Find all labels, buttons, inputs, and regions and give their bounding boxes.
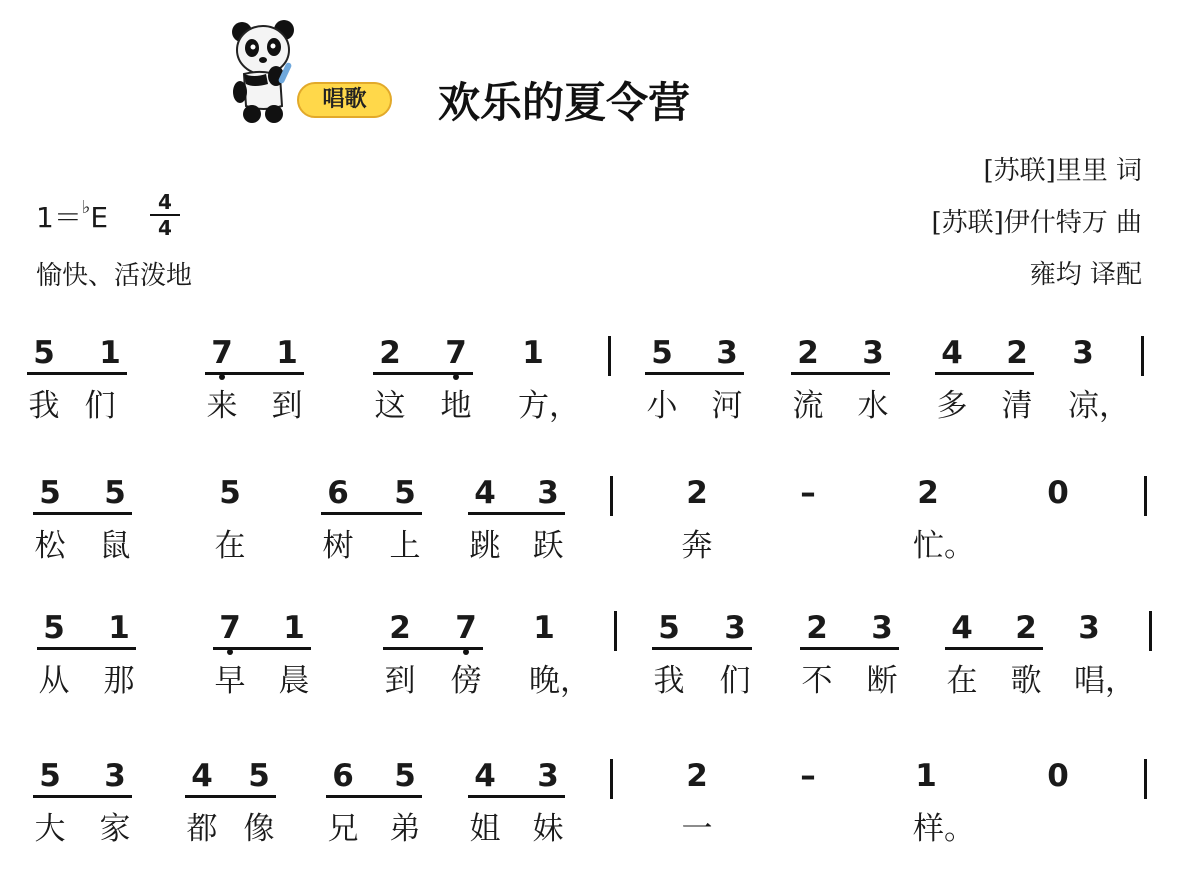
note-digit: 5 bbox=[39, 758, 61, 794]
note bbox=[682, 757, 712, 795]
bar-line bbox=[1144, 759, 1147, 799]
note bbox=[104, 609, 134, 647]
bar-line bbox=[610, 759, 613, 799]
eighth-note-beam bbox=[33, 795, 132, 798]
lyric-syllable: 清 bbox=[1001, 388, 1033, 424]
note-digit: 1 bbox=[276, 335, 298, 371]
note-digit: 3 bbox=[716, 335, 738, 371]
note bbox=[390, 757, 420, 795]
tempo-marking: 愉快、活泼地 bbox=[36, 261, 193, 291]
lyric-syllable: 从 bbox=[38, 663, 70, 699]
score-system-1 bbox=[0, 334, 1200, 469]
note bbox=[858, 334, 888, 372]
translator-credit: 雍均 译配 bbox=[1029, 260, 1142, 290]
bar-line bbox=[614, 611, 617, 651]
lyric-syllable: 来 bbox=[206, 388, 238, 424]
lyric-syllable: 们 bbox=[84, 388, 116, 424]
note bbox=[1043, 757, 1073, 795]
note-digit: 5 bbox=[248, 758, 270, 794]
note-digit: 3 bbox=[1072, 335, 1094, 371]
lyric-syllable: 奔 bbox=[681, 528, 713, 564]
eighth-note-beam bbox=[468, 795, 565, 798]
note-digit: 4 bbox=[951, 610, 973, 646]
note-digit: 7 bbox=[445, 335, 467, 371]
note bbox=[187, 757, 217, 795]
note bbox=[720, 609, 750, 647]
note-digit: 1 bbox=[108, 610, 130, 646]
lyric-syllable: 树 bbox=[322, 528, 354, 564]
note-digit: 6 bbox=[327, 475, 349, 511]
note bbox=[100, 474, 130, 512]
score-system-2 bbox=[0, 474, 1200, 609]
eighth-note-beam bbox=[383, 647, 483, 650]
note-digit: 3 bbox=[537, 475, 559, 511]
note bbox=[793, 757, 823, 795]
note-digit: 2 bbox=[686, 758, 708, 794]
note bbox=[647, 334, 677, 372]
note-digit: 7 bbox=[219, 610, 241, 646]
key-note: E bbox=[90, 201, 109, 234]
bar-line bbox=[1149, 611, 1152, 651]
note bbox=[1011, 609, 1041, 647]
lyric-syllable: 忙。 bbox=[913, 528, 975, 564]
flat-sign: ♭ bbox=[81, 196, 91, 218]
note-digit: 1 bbox=[99, 335, 121, 371]
lyric-syllable: 都 bbox=[186, 811, 218, 847]
note bbox=[39, 609, 69, 647]
eighth-note-beam bbox=[791, 372, 890, 375]
lyric-syllable: 我 bbox=[653, 663, 685, 699]
note-digit: 5 bbox=[651, 335, 673, 371]
note-digit: 3 bbox=[1078, 610, 1100, 646]
lyric-syllable: 小 bbox=[646, 388, 678, 424]
note-digit: 0 bbox=[1047, 475, 1069, 511]
lyric-syllable: 多 bbox=[936, 388, 968, 424]
note bbox=[29, 334, 59, 372]
eighth-note-beam bbox=[33, 512, 132, 515]
note bbox=[323, 474, 353, 512]
note-digit: 7 bbox=[211, 335, 233, 371]
eighth-note-beam bbox=[321, 512, 422, 515]
eighth-note-beam bbox=[652, 647, 752, 650]
note-digit: 5 bbox=[219, 475, 241, 511]
note bbox=[911, 757, 941, 795]
note-digit: 3 bbox=[104, 758, 126, 794]
eighth-note-beam bbox=[37, 647, 136, 650]
note bbox=[1068, 334, 1098, 372]
lyric-syllable: 流 bbox=[792, 388, 824, 424]
note bbox=[279, 609, 309, 647]
note bbox=[385, 609, 415, 647]
lyric-syllable: 河 bbox=[711, 388, 743, 424]
score-system-4 bbox=[0, 757, 1200, 892]
note-digit: 4 bbox=[941, 335, 963, 371]
eighth-note-beam bbox=[205, 372, 304, 375]
lyric-syllable: 姐 bbox=[469, 811, 501, 847]
note bbox=[793, 334, 823, 372]
lyric-syllable: 像 bbox=[243, 811, 275, 847]
note-digit: 2 bbox=[379, 335, 401, 371]
bar-line bbox=[1141, 336, 1144, 376]
note bbox=[682, 474, 712, 512]
note bbox=[244, 757, 274, 795]
note bbox=[470, 757, 500, 795]
eighth-note-beam bbox=[213, 647, 311, 650]
eighth-note-beam bbox=[185, 795, 276, 798]
note-digit: 0 bbox=[1047, 758, 1069, 794]
eighth-note-beam bbox=[468, 512, 565, 515]
note-digit: 5 bbox=[104, 475, 126, 511]
note bbox=[328, 757, 358, 795]
lyric-syllable: 兄 bbox=[327, 811, 359, 847]
note-digit: 5 bbox=[33, 335, 55, 371]
lyric-syllable: 水 bbox=[857, 388, 889, 424]
lyric-syllable: 地 bbox=[440, 388, 472, 424]
note bbox=[802, 609, 832, 647]
lyric-syllable: 歌 bbox=[1010, 663, 1042, 699]
note bbox=[470, 474, 500, 512]
bar-line bbox=[1144, 476, 1147, 516]
note bbox=[272, 334, 302, 372]
lyric-syllable: 早 bbox=[214, 663, 246, 699]
lyric-syllable: 晚， bbox=[529, 663, 591, 699]
note bbox=[1043, 474, 1073, 512]
lyric-syllable: 上 bbox=[389, 528, 421, 564]
lyric-syllable: 那 bbox=[103, 663, 135, 699]
meter-bottom: 4 bbox=[158, 216, 172, 240]
note bbox=[529, 609, 559, 647]
note bbox=[95, 334, 125, 372]
note-digit: 1 bbox=[533, 610, 555, 646]
note-digit: 4 bbox=[474, 758, 496, 794]
note bbox=[35, 474, 65, 512]
bar-line bbox=[610, 476, 613, 516]
note-digit: 5 bbox=[394, 475, 416, 511]
lyric-syllable: 家 bbox=[99, 811, 131, 847]
meter-top: 4 bbox=[158, 190, 172, 214]
lyric-syllable: 鼠 bbox=[99, 528, 131, 564]
lyric-syllable: 我 bbox=[28, 388, 60, 424]
note bbox=[913, 474, 943, 512]
note-digit: 2 bbox=[1015, 610, 1037, 646]
lyric-syllable: 跃 bbox=[532, 528, 564, 564]
note-digit: 2 bbox=[917, 475, 939, 511]
lyric-syllable: 妹 bbox=[532, 811, 564, 847]
eighth-note-beam bbox=[326, 795, 422, 798]
eighth-note-beam bbox=[373, 372, 473, 375]
note-digit: 2 bbox=[806, 610, 828, 646]
eighth-note-beam bbox=[27, 372, 127, 375]
eighth-note-beam bbox=[800, 647, 899, 650]
note-digit: 4 bbox=[474, 475, 496, 511]
note bbox=[533, 474, 563, 512]
lyric-syllable: 不 bbox=[801, 663, 833, 699]
note bbox=[533, 757, 563, 795]
lyric-syllable: 在 bbox=[946, 663, 978, 699]
composer-credit: [苏联]伊什特万 曲 bbox=[931, 208, 1142, 238]
lyric-syllable: 晨 bbox=[278, 663, 310, 699]
lyric-syllable: 到 bbox=[384, 663, 416, 699]
note-digit: 3 bbox=[537, 758, 559, 794]
note-digit: – bbox=[800, 475, 816, 511]
song-title: 欢乐的夏令营 bbox=[438, 78, 691, 127]
lyric-syllable: 这 bbox=[374, 388, 406, 424]
eighth-note-beam bbox=[945, 647, 1043, 650]
note bbox=[1074, 609, 1104, 647]
lyric-syllable: 唱， bbox=[1074, 663, 1136, 699]
note bbox=[1002, 334, 1032, 372]
note-digit: 6 bbox=[332, 758, 354, 794]
lyric-syllable: 在 bbox=[214, 528, 246, 564]
key-signature bbox=[36, 196, 108, 236]
lyric-syllable: 松 bbox=[34, 528, 66, 564]
note-digit: – bbox=[800, 758, 816, 794]
note-digit: 2 bbox=[686, 475, 708, 511]
lyric-syllable: 大 bbox=[34, 811, 66, 847]
section-badge: 唱歌 bbox=[297, 82, 392, 118]
note bbox=[947, 609, 977, 647]
note-digit: 5 bbox=[658, 610, 680, 646]
note bbox=[215, 609, 245, 647]
eighth-note-beam bbox=[645, 372, 744, 375]
note bbox=[100, 757, 130, 795]
note-digit: 3 bbox=[871, 610, 893, 646]
lyric-syllable: 傍 bbox=[450, 663, 482, 699]
lyric-syllable: 方， bbox=[518, 388, 580, 424]
eighth-note-beam bbox=[935, 372, 1034, 375]
note-digit: 1 bbox=[915, 758, 937, 794]
note bbox=[654, 609, 684, 647]
note bbox=[390, 474, 420, 512]
lyric-syllable: 凉， bbox=[1068, 388, 1130, 424]
note bbox=[867, 609, 897, 647]
note-digit: 2 bbox=[389, 610, 411, 646]
lyricist-credit: [苏联]里里 词 bbox=[983, 156, 1142, 186]
note-digit: 5 bbox=[394, 758, 416, 794]
note bbox=[35, 757, 65, 795]
note-digit: 1 bbox=[283, 610, 305, 646]
time-signature bbox=[150, 191, 180, 239]
note-digit: 5 bbox=[43, 610, 65, 646]
note bbox=[375, 334, 405, 372]
note bbox=[712, 334, 742, 372]
lyric-syllable: 弟 bbox=[389, 811, 421, 847]
lyric-syllable: 样。 bbox=[913, 811, 975, 847]
note bbox=[793, 474, 823, 512]
lyric-syllable: 跳 bbox=[469, 528, 501, 564]
note bbox=[451, 609, 481, 647]
note-digit: 5 bbox=[39, 475, 61, 511]
note-digit: 7 bbox=[455, 610, 477, 646]
lyric-syllable: 们 bbox=[719, 663, 751, 699]
note-digit: 2 bbox=[1006, 335, 1028, 371]
panda-mascot-icon bbox=[228, 14, 306, 126]
note bbox=[207, 334, 237, 372]
lyric-syllable: 到 bbox=[271, 388, 303, 424]
lyric-syllable: 一 bbox=[681, 811, 713, 847]
note-digit: 1 bbox=[522, 335, 544, 371]
note bbox=[518, 334, 548, 372]
lyric-syllable: 断 bbox=[866, 663, 898, 699]
note bbox=[441, 334, 471, 372]
note bbox=[937, 334, 967, 372]
note-digit: 3 bbox=[862, 335, 884, 371]
bar-line bbox=[608, 336, 611, 376]
score-system-3 bbox=[0, 609, 1200, 744]
note-digit: 4 bbox=[191, 758, 213, 794]
key-prefix: 1＝ bbox=[36, 201, 82, 234]
note bbox=[215, 474, 245, 512]
note-digit: 2 bbox=[797, 335, 819, 371]
note-digit: 3 bbox=[724, 610, 746, 646]
